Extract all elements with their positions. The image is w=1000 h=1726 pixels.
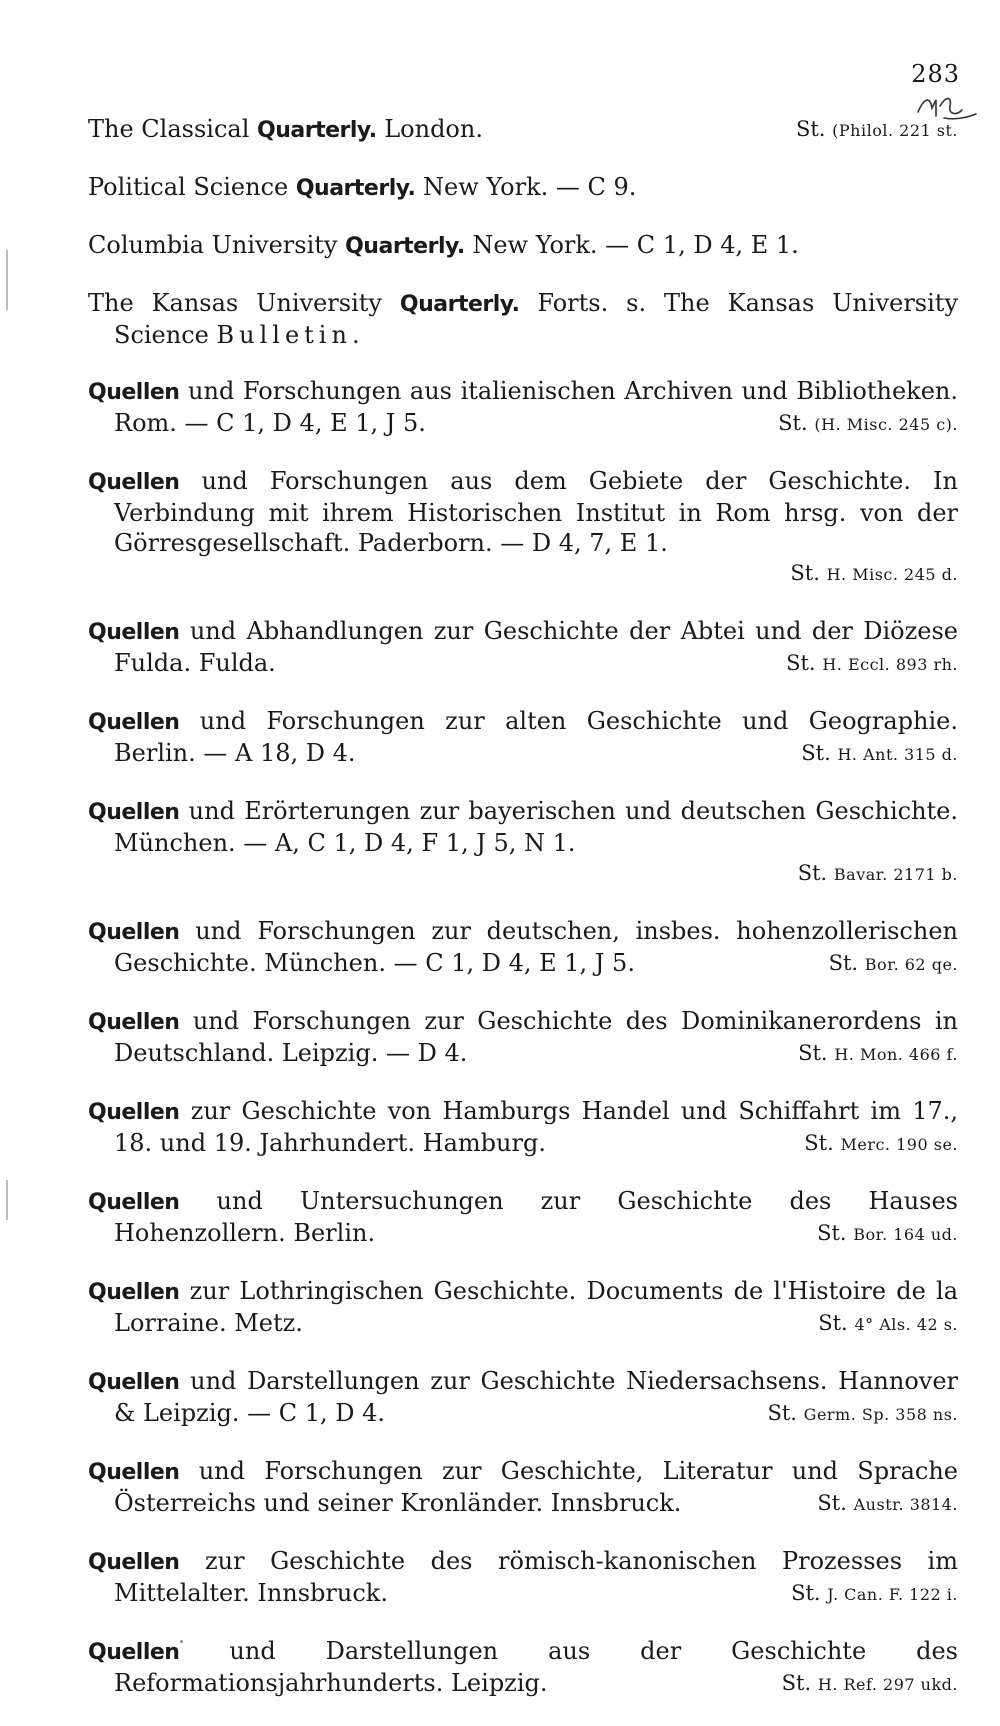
- shelfmark-prefix: St.: [781, 1671, 812, 1695]
- entry-keyword: Quellen: [88, 1190, 180, 1215]
- shelfmark-prefix: St.: [767, 1401, 797, 1425]
- shelfmark-code: Bavar. 2171 b.: [833, 865, 958, 884]
- shelfmark: [114, 858, 958, 890]
- shelfmark-prefix: St.: [795, 117, 826, 141]
- entry-text: und Forschungen zur Geschichte des Dominikanerordens in Deutschland. Leipzig. — D 4.: [114, 1007, 958, 1067]
- entry-keyword: Quellen: [88, 470, 180, 495]
- shelfmark: [778, 408, 958, 440]
- entry-text: und Forschungen zur Geschichte, Literatur und Sprache Österreichs und seiner Kronländer. Innsbruck.: [114, 1457, 958, 1517]
- list-item: [88, 1456, 958, 1520]
- entry-text-tail: .: [351, 321, 360, 349]
- list-item: [88, 1366, 958, 1430]
- list-item: [88, 1636, 958, 1700]
- shelfmark-code: H. Misc. 245 d.: [826, 565, 958, 584]
- list-item: [88, 916, 958, 980]
- entry-text: New York. — C 1, D 4, E 1.: [464, 231, 799, 259]
- entry-prefix-text: Political Science: [88, 173, 296, 201]
- list-item: [88, 1276, 958, 1340]
- shelfmark-prefix: St.: [817, 1491, 847, 1515]
- shelfmark: [114, 558, 958, 590]
- page-number: 283: [911, 60, 960, 88]
- scan-edge-mark: [6, 1180, 8, 1220]
- list-item: [88, 796, 958, 890]
- entry-text: und Erörterungen zur bayerischen und deutschen Geschichte. München. — A, C 1, D 4, F 1, J 5, N 1.: [114, 797, 958, 857]
- shelfmark-code: (Philol. 221 st.: [832, 121, 958, 140]
- list-item: [88, 288, 958, 350]
- entry-text: zur Lothringischen Geschichte. Documents de l'Histoire de la Lorraine. Metz.: [114, 1277, 958, 1337]
- shelfmark-prefix: St.: [828, 951, 859, 975]
- list-item: [88, 466, 958, 590]
- entry-keyword: Quarterly.: [399, 292, 520, 317]
- shelfmark: [786, 648, 958, 680]
- shelfmark-prefix: St.: [818, 1311, 848, 1335]
- shelfmark: [798, 1038, 958, 1070]
- periodical-list: [88, 114, 958, 1726]
- shelfmark: [817, 1218, 958, 1250]
- shelfmark-prefix: St.: [791, 1581, 821, 1605]
- entry-prefix-text: The Classical: [88, 115, 258, 143]
- list-item: [88, 1006, 958, 1070]
- shelfmark-code: Germ. Sp. 358 ns.: [803, 1405, 958, 1424]
- list-item: [88, 114, 958, 146]
- entry-keyword: Quellen: [88, 1550, 180, 1575]
- entry-keyword: Quellen: [88, 1010, 180, 1035]
- list-item: [88, 1186, 958, 1250]
- entry-keyword: Quarterly.: [345, 234, 465, 259]
- list-item: [88, 1096, 958, 1160]
- entry-text: und Abhandlungen zur Geschichte der Abtei und der Diözese Fulda. Fulda.: [114, 617, 958, 677]
- entry-text: und Untersuchungen zur Geschichte des Hauses Hohenzollern. Berlin.: [114, 1187, 958, 1247]
- shelfmark: [829, 948, 958, 980]
- shelfmark-prefix: St.: [786, 651, 816, 675]
- shelfmark-code: Bor. 62 qe.: [864, 955, 958, 974]
- entry-prefix-text: Columbia University: [88, 231, 346, 259]
- entry-keyword: Quarterly.: [257, 118, 377, 143]
- entry-keyword: Quellen: [88, 1640, 180, 1665]
- entry-text: New York. — C 9.: [415, 173, 637, 201]
- entry-text: zur Geschichte des römisch-kanonischen Prozesses im Mittelalter. Innsbruck.: [114, 1547, 958, 1607]
- shelfmark-code: Austr. 3814.: [853, 1495, 958, 1514]
- shelfmark-code: Merc. 190 se.: [840, 1135, 958, 1154]
- shelfmark-prefix: St.: [790, 561, 820, 585]
- shelfmark-code: H. Eccl. 893 rh.: [822, 655, 958, 674]
- list-item: [88, 616, 958, 680]
- entry-spaced-text: Bulletin: [216, 321, 352, 349]
- shelfmark-code: Bor. 164 ud.: [853, 1225, 958, 1244]
- list-item: [88, 376, 958, 440]
- shelfmark-code: H. Mon. 466 f.: [834, 1045, 958, 1064]
- shelfmark: [818, 1308, 958, 1340]
- entry-keyword: Quellen: [88, 380, 180, 405]
- shelfmark-code: 4° Als. 42 s.: [854, 1315, 958, 1334]
- entry-text: und Forschungen aus italienischen Archiven und Bibliotheken. Rom. — C 1, D 4, E 1, J 5.: [114, 377, 958, 437]
- entry-keyword: Quellen: [88, 800, 180, 825]
- entry-text: und Forschungen zur alten Geschichte und Geographie. Berlin. — A 18, D 4.: [114, 707, 958, 767]
- shelfmark: [804, 1128, 958, 1160]
- shelfmark-code: H. Ant. 315 d.: [837, 745, 958, 764]
- entry-text: und Darstellungen aus der Geschichte des Reformationsjahrhunderts. Leipzig.: [114, 1637, 958, 1697]
- shelfmark: [767, 1398, 958, 1430]
- list-item: [88, 706, 958, 770]
- entry-prefix-text: The Kansas University: [88, 289, 400, 317]
- shelfmark-code: (H. Misc. 245 c).: [814, 415, 958, 434]
- entry-keyword: Quellen: [88, 710, 180, 735]
- entry-keyword: Quellen: [88, 1100, 180, 1125]
- entry-text: zur Geschichte von Hamburgs Handel und Schiffahrt im 17., 18. und 19. Jahrhundert. Hamburg.: [114, 1097, 958, 1157]
- entry-text: und Forschungen zur deutschen, insbes. hohenzollerischen Geschichte. München. — C 1, D 4, E 1, J 5.: [114, 917, 958, 977]
- entry-keyword: Quellen: [88, 1370, 180, 1395]
- entry-keyword: Quellen: [88, 920, 180, 945]
- list-item: [88, 172, 958, 204]
- list-item: [88, 230, 958, 262]
- entry-keyword: Quellen: [88, 1280, 180, 1305]
- shelfmark-code: H. Ref. 297 ukd.: [817, 1675, 958, 1694]
- list-item: [88, 1546, 958, 1610]
- shelfmark-prefix: St.: [801, 741, 831, 765]
- scan-edge-mark: [6, 250, 8, 310]
- entry-keyword: Quarterly.: [295, 176, 416, 201]
- shelfmark-prefix: St.: [804, 1131, 834, 1155]
- shelfmark-prefix: St.: [797, 861, 828, 885]
- entry-text: und Darstellungen zur Geschichte Niedersachsens. Hannover & Leipzig. — C 1, D 4.: [114, 1367, 958, 1427]
- shelfmark-prefix: St.: [778, 411, 808, 435]
- entry-keyword: Quellen: [88, 620, 180, 645]
- shelfmark-code: J. Can. F. 122 i.: [827, 1585, 958, 1604]
- shelfmark-prefix: St.: [817, 1221, 847, 1245]
- shelfmark-prefix: St.: [798, 1041, 828, 1065]
- entry-text: und Forschungen aus dem Gebiete der Geschichte. In Verbindung mit ihrem Historischen Institut in Rom hrsg. von der Görresgesellschaft. Paderborn. — D 4, 7, E 1.: [114, 467, 958, 557]
- shelfmark: [782, 1668, 958, 1700]
- shelfmark: [817, 1488, 958, 1520]
- entry-keyword: Quellen: [88, 1460, 180, 1485]
- shelfmark: [796, 114, 958, 146]
- shelfmark: [791, 1578, 958, 1610]
- entry-text: Forts. s. The Kansas University Science: [114, 289, 958, 349]
- shelfmark: [801, 738, 958, 770]
- entry-text: London.: [376, 115, 483, 143]
